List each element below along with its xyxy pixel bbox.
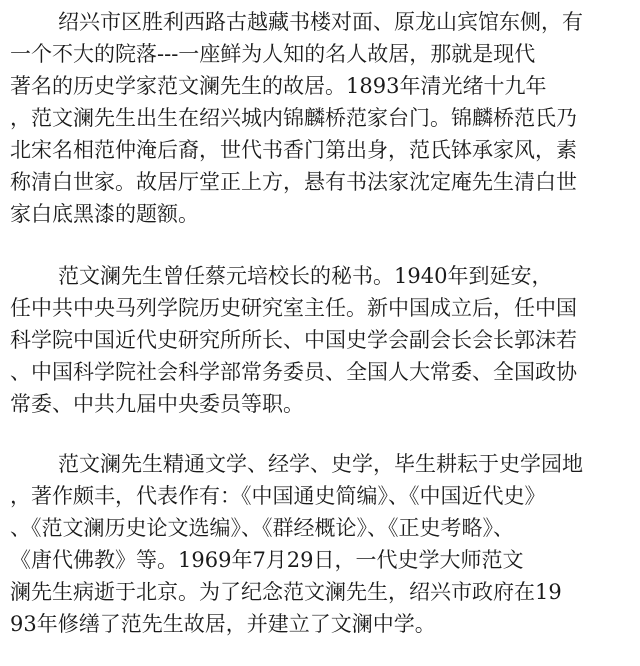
text-line: 著名的历史学家范文澜先生的故居。1893年清光绪十九年 bbox=[10, 74, 547, 98]
text-line: 澜先生病逝于北京。为了纪念范文澜先生，绍兴市政府在19 bbox=[10, 580, 562, 604]
text-line: 、《范文澜历史论文选编》、《群经概论》、《正史考略》、 bbox=[10, 516, 514, 540]
text-line: 、中国科学院社会科学部常务委员、全国人大常委、全国政协 bbox=[10, 360, 577, 384]
text-line: 93年修缮了范先生故居，并建立了文澜中学。 bbox=[10, 612, 436, 636]
text-line: ，著作颇丰，代表作有：《中国通史简编》、《中国近代史》 bbox=[10, 484, 546, 508]
text-line: 一个不大的院落---一座鲜为人知的名人故居，那就是现代 bbox=[10, 42, 536, 66]
text-line: ，范文澜先生出生在绍兴城内锦麟桥范家台门。锦麟桥范氏乃 bbox=[10, 106, 577, 130]
text-line: 绍兴市区胜利西路古越藏书楼对面、原龙山宾馆东侧，有 bbox=[58, 10, 583, 34]
paragraph-1 bbox=[0, 6, 640, 230]
text-line: 常委、中共九届中央委员等职。 bbox=[10, 392, 304, 416]
paragraph-3 bbox=[0, 448, 640, 640]
text-line: 北宋名相范仲淹后裔，世代书香门第出身，范氏钵承家风，素 bbox=[10, 138, 577, 162]
text-line: 任中共中央马列学院历史研究室主任。新中国成立后，任中国 bbox=[10, 296, 577, 320]
text-line: 范文澜先生精通文学、经学、史学，毕生耕耘于史学园地 bbox=[58, 452, 583, 476]
text-line: 称清白世家。故居厅堂正上方，悬有书法家沈定庵先生清白世 bbox=[10, 170, 577, 194]
text-line: 科学院中国近代史研究所所长、中国史学会副会长会长郭沫若 bbox=[10, 328, 577, 352]
paragraph-2 bbox=[0, 260, 640, 420]
text-line: 家白底黑漆的题额。 bbox=[10, 202, 199, 226]
text-line: 范文澜先生曾任蔡元培校长的秘书。1940年到延安， bbox=[58, 264, 553, 288]
text-line: 《唐代佛教》等。1969年7月29日，一代史学大师范文 bbox=[10, 548, 524, 572]
